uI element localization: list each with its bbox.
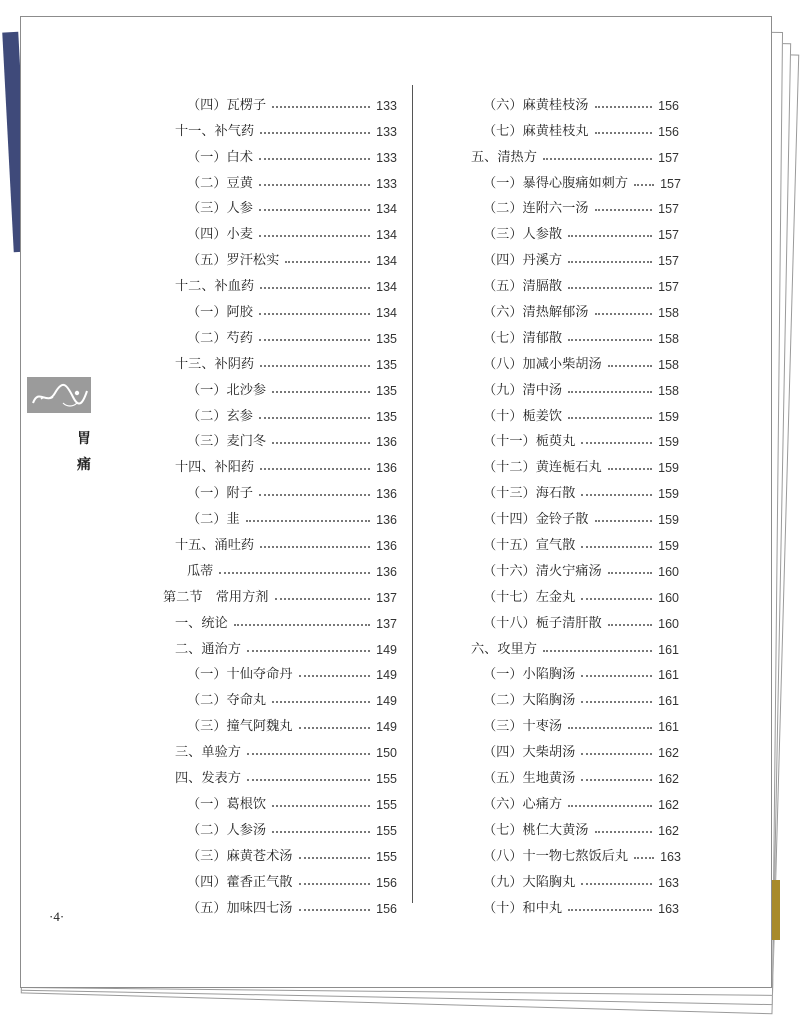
dot-leader [299, 675, 371, 677]
dot-leader [259, 417, 370, 419]
dot-leader [568, 261, 652, 263]
toc-entry-title: （七）桃仁大黄汤 [483, 822, 589, 838]
dot-leader [608, 468, 652, 470]
toc-entry-page: 133 [376, 150, 397, 165]
toc-entry-title: （十一）栀萸丸 [483, 434, 576, 450]
dot-leader [581, 494, 652, 496]
toc-entry-title: （十八）栀子清肝散 [483, 615, 602, 631]
dot-leader [247, 779, 370, 781]
toc-entry-page: 159 [658, 513, 679, 528]
dot-leader [299, 857, 371, 859]
toc-entry-page: 157 [658, 150, 679, 165]
toc-entry-title: 一、统论 [175, 615, 228, 631]
dot-leader [568, 339, 652, 341]
dot-leader [608, 365, 652, 367]
toc-entry-page: 149 [376, 668, 397, 683]
toc-entry-title: （七）麻黄桂枝丸 [483, 123, 589, 139]
toc-entry-title: （二）夺命丸 [187, 693, 267, 709]
toc-entry-title: （五）加味四七汤 [187, 900, 293, 916]
toc-entry-page: 158 [658, 331, 679, 346]
toc-entry-title: （一）附子 [187, 486, 253, 502]
toc-entry-title: （二）人参汤 [187, 822, 267, 838]
dot-leader [272, 106, 370, 108]
toc-entry [163, 579, 397, 605]
toc-entry [465, 682, 679, 708]
toc-entry [465, 890, 679, 916]
dot-leader [299, 909, 371, 911]
dot-leader [234, 624, 370, 626]
toc-entry [169, 553, 397, 579]
dot-leader [581, 598, 652, 600]
toc-entry [169, 501, 397, 527]
toc-entry-title: （五）生地黄汤 [483, 771, 576, 787]
dot-leader [285, 261, 370, 263]
dot-leader [260, 546, 370, 548]
toc-entry [465, 372, 679, 398]
toc-entry [465, 424, 679, 450]
toc-entry [169, 346, 397, 372]
back-sheet-edge [771, 880, 780, 940]
toc-entry-title: 四、发表方 [175, 771, 241, 787]
toc-entry [169, 864, 397, 890]
toc-entry [465, 87, 679, 113]
toc-entry [169, 139, 397, 165]
toc-entry [465, 501, 679, 527]
toc-entry-title: （一）十仙夺命丹 [187, 667, 293, 683]
dot-leader [608, 572, 652, 574]
dot-leader [595, 520, 653, 522]
toc-entry [169, 734, 397, 760]
toc-entry-title: （四）丹溪方 [483, 253, 563, 269]
dot-leader [595, 209, 653, 211]
toc-entry-page: 134 [376, 202, 397, 217]
toc-entry-title: （九）清中汤 [483, 382, 563, 398]
toc-entry-title: （六）麻黄桂枝汤 [483, 97, 589, 113]
dot-leader [543, 158, 652, 160]
dot-leader [568, 391, 652, 393]
toc-entry [465, 605, 679, 631]
toc-entry-title: （三）麦门冬 [187, 434, 267, 450]
toc-entry-page: 157 [658, 254, 679, 269]
toc-entry-title: （一）白术 [187, 149, 253, 165]
toc-entry-title: （一）葛根饮 [187, 796, 267, 812]
toc-entry-page: 134 [376, 306, 397, 321]
toc-entry-page: 160 [658, 590, 679, 605]
toc-entry-page: 134 [376, 254, 397, 269]
toc-entry-title: 五、清热方 [471, 149, 537, 165]
dot-leader [568, 235, 652, 237]
toc-entry [169, 657, 397, 683]
toc-entry [465, 579, 679, 605]
toc-entry [169, 242, 397, 268]
toc-entry-page: 133 [376, 176, 397, 191]
dot-leader [259, 209, 370, 211]
toc-entry-page: 163 [658, 875, 679, 890]
toc-entry-title: （四）瓦楞子 [187, 97, 267, 113]
toc-entry-title: （十）栀姜饮 [483, 408, 563, 424]
toc-entry-page: 136 [376, 564, 397, 579]
toc-entry-page: 135 [376, 383, 397, 398]
dot-leader [595, 831, 653, 833]
toc-entry-title: 十三、补阴药 [175, 356, 255, 372]
dot-leader [260, 287, 370, 289]
toc-entry-page: 158 [658, 306, 679, 321]
toc-entry-page: 161 [658, 720, 679, 735]
dot-leader [272, 701, 370, 703]
toc-entry [169, 165, 397, 191]
toc-entry-title: （一）北沙参 [187, 382, 267, 398]
dot-leader [272, 831, 370, 833]
toc-entry-title: 十四、补阳药 [175, 460, 255, 476]
dot-leader [581, 701, 652, 703]
toc-entry-title: （十）和中丸 [483, 900, 563, 916]
toc-entry-title: （二）玄参 [187, 408, 253, 424]
dot-leader [595, 132, 653, 134]
toc-entry [169, 475, 397, 501]
toc-entry-page: 159 [658, 461, 679, 476]
dot-leader [568, 287, 652, 289]
toc-entry-title: （二）大陷胸汤 [483, 693, 576, 709]
toc-entry [465, 191, 679, 217]
toc-entry-page: 133 [376, 98, 397, 113]
toc-entry-title: （三）人参 [187, 201, 253, 217]
toc-entry-page: 150 [376, 746, 397, 761]
toc-column-right [465, 87, 679, 916]
toc-entry [465, 139, 679, 165]
dot-leader [247, 650, 370, 652]
dot-leader [568, 909, 652, 911]
dot-leader [568, 805, 652, 807]
toc-entry-title: （八）十一物七熬饭后丸 [483, 848, 629, 864]
toc-entry-page: 149 [376, 642, 397, 657]
dot-leader [259, 235, 370, 237]
toc-entry-page: 159 [658, 435, 679, 450]
toc-entry-page: 136 [376, 435, 397, 450]
toc-entry [169, 838, 397, 864]
toc-entry-title: 二、通治方 [175, 641, 241, 657]
dot-leader [272, 442, 370, 444]
dot-leader [299, 727, 371, 729]
toc-entry-page: 161 [658, 668, 679, 683]
toc-entry [169, 449, 397, 475]
toc-entry-page: 163 [660, 849, 681, 864]
toc-entry-title: （八）加减小柴胡汤 [483, 356, 602, 372]
toc-entry-page: 156 [658, 124, 679, 139]
toc-entry-page: 134 [376, 228, 397, 243]
toc-entry-page: 158 [658, 357, 679, 372]
toc-entry [465, 812, 679, 838]
toc-entry-page: 155 [376, 772, 397, 787]
toc-entry-title: 十五、涌吐药 [175, 538, 255, 554]
dot-leader [275, 598, 371, 600]
toc-entry-title: （九）大陷胸丸 [483, 874, 576, 890]
dot-leader [595, 106, 653, 108]
toc-entry-page: 137 [376, 590, 397, 605]
toc-entry-title: （五）清膈散 [483, 279, 563, 295]
dot-leader [595, 313, 653, 315]
dot-leader [247, 753, 370, 755]
toc-entry-page: 134 [376, 280, 397, 295]
toc-entry-page: 157 [658, 202, 679, 217]
toc-entry [169, 786, 397, 812]
toc-entry [169, 372, 397, 398]
toc-entry [169, 708, 397, 734]
toc-entry [169, 527, 397, 553]
toc-entry-title: （四）大柴胡汤 [483, 745, 576, 761]
dot-leader [568, 727, 652, 729]
toc-entry [169, 87, 397, 113]
toc-entry-page: 136 [376, 461, 397, 476]
dot-leader [259, 339, 370, 341]
toc-entry-page: 162 [658, 746, 679, 761]
toc-column-left [163, 87, 397, 916]
toc-entry [169, 605, 397, 631]
toc-entry-page: 155 [376, 849, 397, 864]
toc-entry [169, 294, 397, 320]
toc-entry-title: （十六）清火宁痛汤 [483, 563, 602, 579]
dot-leader [581, 675, 652, 677]
toc-entry-title: 瓜蒂 [187, 563, 214, 579]
toc-entry-title: （二）韭 [187, 512, 240, 528]
dot-leader [634, 184, 654, 186]
dot-leader [581, 753, 652, 755]
toc-entry-title: （十五）宣气散 [483, 538, 576, 554]
toc-entry-title: （三）人参散 [483, 227, 563, 243]
toc-entry-page: 157 [658, 280, 679, 295]
toc-entry-page: 157 [660, 176, 681, 191]
toc-entry-page: 137 [376, 616, 397, 631]
toc-entry-title: （一）暴得心腹痛如刺方 [483, 175, 629, 191]
toc-entry [465, 165, 679, 191]
dot-leader [259, 494, 370, 496]
dot-leader [272, 805, 370, 807]
toc-entry-page: 160 [658, 564, 679, 579]
dot-leader [634, 857, 654, 859]
dot-leader [543, 650, 652, 652]
toc-entry-title: 十一、补气药 [175, 123, 255, 139]
dot-leader [259, 313, 370, 315]
toc-entry-page: 161 [658, 642, 679, 657]
toc-entry-title: （三）十枣汤 [483, 719, 563, 735]
toc-entry-page: 156 [376, 875, 397, 890]
toc-entry-page: 159 [658, 539, 679, 554]
toc-entry-title: （十四）金铃子散 [483, 512, 589, 528]
toc-entry-page: 136 [376, 513, 397, 528]
toc-entry-title: （十七）左金丸 [483, 589, 576, 605]
toc-entry-page: 155 [376, 797, 397, 812]
toc-entry [169, 682, 397, 708]
dot-leader [246, 520, 370, 522]
toc-entry-page: 159 [658, 487, 679, 502]
dot-leader [581, 442, 652, 444]
toc-entry [465, 553, 679, 579]
toc-entry [465, 786, 679, 812]
side-title-char: 胃 [77, 431, 91, 447]
toc-entry-title: （七）清郁散 [483, 330, 563, 346]
dot-leader [260, 468, 370, 470]
toc-entry-title: （一）阿胶 [187, 305, 253, 321]
toc-entry-page: 156 [376, 901, 397, 916]
toc-entry-page: 161 [658, 694, 679, 709]
toc-entry-title: （一）小陷胸汤 [483, 667, 576, 683]
toc-entry-title: （三）撞气阿魏丸 [187, 719, 293, 735]
dot-leader [581, 779, 652, 781]
toc-entry-page: 158 [658, 383, 679, 398]
toc-entry-page: 149 [376, 720, 397, 735]
toc-entry-page: 133 [376, 124, 397, 139]
dot-leader [272, 391, 370, 393]
dot-leader [581, 883, 652, 885]
toc-entry [169, 760, 397, 786]
dot-leader [299, 883, 371, 885]
toc-entry [465, 864, 679, 890]
toc-entry-title: （四）藿香正气散 [187, 874, 293, 890]
toc-entry [169, 424, 397, 450]
dot-leader [260, 365, 370, 367]
toc-entry [465, 527, 679, 553]
toc-entry [465, 398, 679, 424]
toc-entry-page: 135 [376, 357, 397, 372]
toc-entry-title: 三、单验方 [175, 745, 241, 761]
toc-entry [465, 760, 679, 786]
toc-entry-title: （三）麻黄苍术汤 [187, 848, 293, 864]
toc-entry [169, 398, 397, 424]
toc-entry [465, 838, 679, 864]
toc-entry-title: （四）小麦 [187, 227, 253, 243]
toc-entry [465, 708, 679, 734]
toc-entry-title: （六）心痛方 [483, 796, 563, 812]
toc-entry-title: 第二节 常用方剂 [163, 589, 269, 605]
toc-entry-page: 136 [376, 539, 397, 554]
toc-entry [169, 191, 397, 217]
dot-leader [259, 158, 370, 160]
dot-leader [568, 417, 652, 419]
toc-entry [465, 268, 679, 294]
toc-entry-title: （二）芍药 [187, 330, 253, 346]
toc-entry [465, 216, 679, 242]
dot-leader [259, 184, 370, 186]
toc-entry-title: （二）连附六一汤 [483, 201, 589, 217]
side-title-char: 痛 [77, 457, 91, 473]
toc-entry [465, 631, 679, 657]
toc-entry-title: 六、攻里方 [471, 641, 537, 657]
toc-entry [169, 631, 397, 657]
toc-entry-page: 135 [376, 331, 397, 346]
toc-entry-page: 155 [376, 823, 397, 838]
dot-leader [581, 546, 652, 548]
toc-entry [169, 890, 397, 916]
toc-entry-title: （六）清热解郁汤 [483, 305, 589, 321]
dot-leader [608, 624, 652, 626]
dot-leader [260, 132, 370, 134]
toc-entry [169, 268, 397, 294]
toc-entry [465, 734, 679, 760]
toc-entry [465, 294, 679, 320]
toc-entry-page: 162 [658, 772, 679, 787]
toc-entry-page: 160 [658, 616, 679, 631]
toc-entry [465, 449, 679, 475]
toc-entry [465, 113, 679, 139]
toc-entry-page: 156 [658, 98, 679, 113]
toc-entry-page: 162 [658, 797, 679, 812]
toc-entry [169, 320, 397, 346]
toc-entry-page: 163 [658, 901, 679, 916]
column-divider [412, 85, 413, 903]
toc-entry-page: 157 [658, 228, 679, 243]
toc-page [20, 16, 772, 988]
toc-entry [465, 320, 679, 346]
toc-entry [169, 113, 397, 139]
toc-entry-title: （十三）海石散 [483, 486, 576, 502]
toc-entry-page: 136 [376, 487, 397, 502]
toc-entry-page: 159 [658, 409, 679, 424]
toc-entry [169, 216, 397, 242]
toc-entry-title: （五）罗汗松实 [187, 253, 280, 269]
toc-entry-page: 135 [376, 409, 397, 424]
toc-entry-title: （十二）黄连栀石丸 [483, 460, 602, 476]
page-number: ·4· [49, 909, 65, 924]
toc-entry [169, 812, 397, 838]
dot-leader [219, 572, 370, 574]
dragon-emblem [27, 377, 91, 413]
toc-entry [465, 657, 679, 683]
toc-entry-title: 十二、补血药 [175, 279, 255, 295]
toc-entry-page: 149 [376, 694, 397, 709]
toc-entry [465, 475, 679, 501]
toc-entry-title: （二）豆黄 [187, 175, 253, 191]
toc-entry [465, 242, 679, 268]
toc-entry [465, 346, 679, 372]
toc-entry-page: 162 [658, 823, 679, 838]
